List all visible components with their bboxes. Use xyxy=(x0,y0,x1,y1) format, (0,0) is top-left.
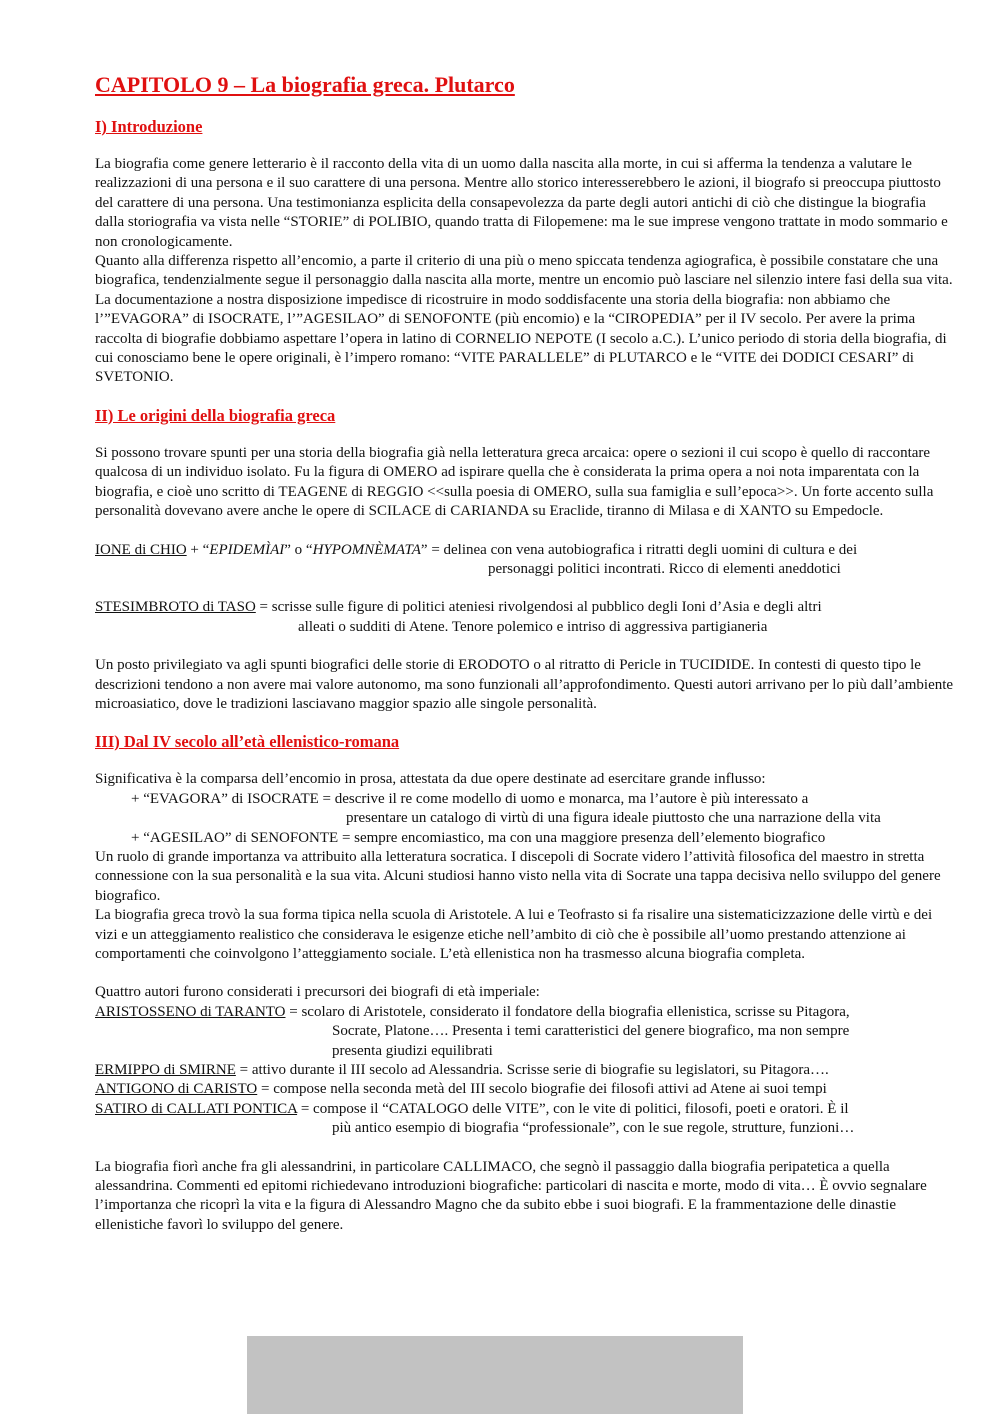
author-name: STESIMBROTO di TASO xyxy=(95,599,256,616)
list-item-continuation: presentare un catalogo di virtù di una figura ideale piuttosto che una narrazione della vita xyxy=(346,810,881,827)
section-heading-iv-secolo: III) Dal IV secolo all’età ellenistico-romana xyxy=(95,732,400,752)
list-item: + “AGESILAO” di SENOFONTE = sempre encomiastico, ma con una maggiore presenza dell’elemento biografico xyxy=(131,829,826,846)
author-entry-ione: IONE di CHIO + “EPIDEMÌAI” o “HYPOMNÈMATA” = delinea con vena autobiografica i ritratti degli uomini di cultura e dei personaggi politici incontrati. Ricco di elementi aneddotici xyxy=(95,541,858,577)
document-page xyxy=(95,70,957,1235)
author-entry-antigono: ANTIGONO di CARISTO = compose nella seconda metà del III secolo biografie dei filosofi attivi ad Atene ai suoi tempi xyxy=(95,1081,827,1098)
paragraph: Un ruolo di grande importanza va attribuito alla letteratura socratica. I discepoli di Socrate videro l’attività filosofica del maestro in stretta connessione con la sua personalità e la sua vita. Alcuni studiosi hanno visto nella vita di Socrate una tappa decisiva nello sviluppo del genere biografico. xyxy=(95,848,941,904)
page-title: CAPITOLO 9 – La biografia greca. Plutarco xyxy=(95,72,515,97)
author-name: ANTIGONO di CARISTO xyxy=(95,1081,258,1098)
work-title: HYPOMNÈMATA xyxy=(312,541,421,558)
author-name: IONE di CHIO xyxy=(95,541,187,558)
section-heading-introduzione: I) Introduzione xyxy=(95,117,203,136)
author-entry-stesimbroto: STESIMBROTO di TASO = scrisse sulle figure di politici ateniesi rivolgendosi al pubblico degli Ioni d’Asia e degli altri alleati o sudditi di Atene. Tenore polemico e intriso di aggressiva partigianeria xyxy=(95,599,822,635)
paragraph: Si possono trovare spunti per una storia della biografia già nella letteratura greca arcaica: opere o sezioni il cui scopo è quello di raccontare qualcosa di un individuo isolato. Fu la figura di OMERO ad ispirare quella che è considerata la prima opera a noi nota imparentata con la biografia, e cioè uno scritto di TEAGENE di REGGIO <<sulla poesia di OMERO, sulla sua famiglia e sull’epoca>>. Un forte accento sulla personalità dovevano avere anche le opere di SCILACE di CARIANDA su Eraclide, tiranno di Milasa e di XANTO su Empedocle. xyxy=(95,444,934,520)
paragraph: Quanto alla differenza rispetto all’encomio, a parte il criterio di una più o meno spiccata tendenza agiografica, è possibile constatare che una biografica, tendenzialmente segue il personaggio dalla nascita alla morte, mentre un encomio può lasciare nel silenzio intere fasi della sua vita. xyxy=(95,253,953,289)
author-entry-satiro: SATIRO di CALLATI PONTICA = compose il “CATALOGO delle VITE”, con le vite di politici, filosofi, poeti e oratori. È il più antico esempio di biografia “professionale”, con le sue regole, strutture, funzioni… xyxy=(95,1100,855,1137)
author-entry-ermippo: ERMIPPO di SMIRNE = attivo durante il III secolo ad Alessandria. Scrisse serie di biografie su legislatori, su Pitagora…. xyxy=(95,1062,829,1079)
paragraph: Un posto privilegiato va agli spunti biografici delle storie di ERODOTO o al ritratto di Pericle in TUCIDIDE. In contesti di questo tipo le descrizioni tendono a non avere mai valore autonomo, ma sono funzionali all’approfondimento. Questi autori arrivano per lo più dall’ambiente microasiatico, dove le tradizioni lasciavano maggior spazio alle singole personalità. xyxy=(95,657,954,712)
work-title: EPIDEMÌAI xyxy=(209,541,285,558)
paragraph: La biografia come genere letterario è il racconto della vita di un uomo dalla nascita alla morte, in cui si afferma la tendenza a valutare le realizzazioni di una persona e il suo carattere di una persona. Mentre allo storico interesserebbero le azioni, il biografo si preoccupa piuttosto del carattere di una persona. Una testimonianza esplicita della consapevolezza da parte degli autori antichi di ciò che distingue la biografia dalla storiografia va vista nelle “STORIE” di POLIBIO, quando tratta di Filopemene: ma le sue imprese vengono trattate in modo sommario e non cronologicamente. xyxy=(95,156,948,250)
paragraph: Quattro autori furono considerati i precursori dei biografi di età imperiale: xyxy=(95,984,540,1001)
author-name: SATIRO di CALLATI PONTICA xyxy=(95,1100,298,1117)
footer-gray-box xyxy=(247,1336,743,1414)
author-name: ERMIPPO di SMIRNE xyxy=(95,1062,236,1079)
paragraph: La documentazione a nostra disposizione impedisce di ricostruire in modo soddisfacente una storia della biografia: non abbiamo che l’”EVAGORA” di ISOCRATE, l’”AGESILAO” di SENOFONTE (più encomio) e la “CIROPEDIA” per il IV secolo. Per avere la prima raccolta di biografie dobbiamo aspettare l’opera in latino di CORNELIO NEPOTE (I secolo a.C.). L’unico periodo di storia della biografia, di cui conosciamo bene le opere originali, è l’impero romano: “VITE PARALLELE” di PLUTARCO e le “VITE dei DODICI CESARI” di SVETONIO. xyxy=(95,291,947,386)
section-heading-origini: II) Le origini della biografia greca xyxy=(95,405,336,425)
author-name: ARISTOSSENO di TARANTO xyxy=(95,1003,286,1020)
paragraph: Significativa è la comparsa dell’encomio in prosa, attestata da due opere destinate ad esercitare grande influsso: xyxy=(95,771,766,788)
author-entry-aristosseno: ARISTOSSENO di TARANTO = scolaro di Aristotele, considerato il fondatore della biografia ellenistica, scrisse su Pitagora, Socrate, Platone…. Presenta i temi caratteristici del genere biografico, ma non sempre presenta giudizi equilibrati xyxy=(95,1003,850,1059)
paragraph: La biografia fiorì anche fra gli alessandrini, in particolare CALLIMACO, che segnò il passaggio dalla biografia peripatetica a quella alessandrina. Commenti ed epitomi richiedevano introduzioni biografiche: particolari di nascita e morte, modo di vita… È ovvio segnalare l’importanza che ricoprì la vita e la figura di Alessandro Magno che da subito ebbe i suoi biografi. E la frammentazione delle dinastie ellenistiche favorì lo sviluppo del genere. xyxy=(95,1158,927,1233)
list-item: + “EVAGORA” di ISOCRATE = descrive il re come modello di uomo e monarca, ma l’autore è più interessato a xyxy=(131,790,809,807)
paragraph: La biografia greca trovò la sua forma tipica nella scuola di Aristotele. A lui e Teofrasto si fa risalire una sistematicizzazione delle virtù e dei vizi e un atteggiamento realistico che considerava le esigenze etiche nell’ambito di ciò che è possibile all’uomo prestando attenzione ai comportamenti che coinvolgono l’atteggiamento sociale. L’età ellenistica non ha trasmesso alcuna biografia completa. xyxy=(95,907,933,962)
